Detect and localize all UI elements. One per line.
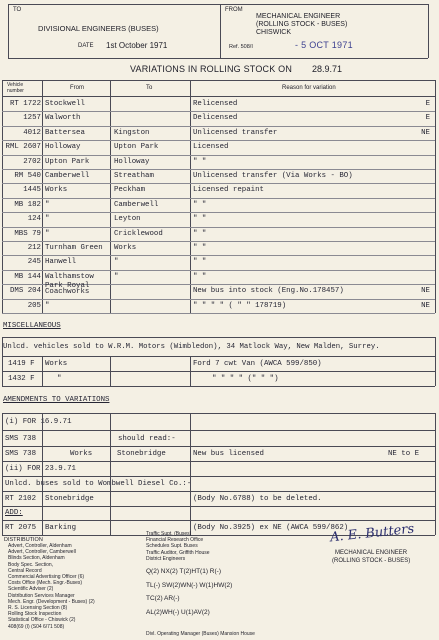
row-from: Park Royal Coachworks [45, 282, 90, 297]
row-vehicle-number: RM 540 [14, 172, 41, 180]
table-top-rule [2, 80, 435, 81]
distribution-item: 408(69 (I) (S04 6/71 508) [8, 623, 65, 630]
row-reason: " " [193, 244, 207, 252]
row-to: Streatham [114, 172, 154, 180]
amend-for-1: (i) FOR 16.9.71 [5, 418, 72, 426]
distribution-item: R. S. Licensing Section (8) [8, 605, 68, 612]
row-from: Battersea [45, 128, 85, 137]
col-header-to: To [146, 85, 153, 91]
misc-left-rule [2, 337, 3, 386]
distribution-item: Advert, Controller, Camberwell [8, 549, 76, 556]
amend-stonebridge-2: Stonebridge [45, 495, 94, 503]
header-right-rule [428, 4, 429, 58]
amend-rule-4 [2, 461, 435, 462]
amend-body-3925: (Body No.3925) ex NE (AWCA 599/862) [193, 524, 349, 532]
row-reason: Licensed [193, 143, 229, 152]
distribution-item: Advert, Controller, Aldenham [8, 543, 72, 549]
col-rule-to [110, 80, 111, 313]
row-code: NE [421, 128, 430, 137]
row-from: " [45, 229, 50, 238]
distribution-item: Blinds Section, Aldenham [8, 555, 65, 562]
misc-line-1: Unlcd. vehicles sold to W.R.M. Motors (Wimbledon), 34 Matlock Way, New Malden, Surrey. [3, 343, 380, 351]
amend-new-bus: New bus licensed [193, 450, 264, 458]
distribution-codes [146, 565, 232, 619]
row-vehicle-number: MBS 79 [14, 229, 41, 238]
col-header-reason: Reason for variation [282, 85, 336, 91]
misc-rule-1 [2, 337, 435, 338]
header-top-rule [8, 4, 428, 5]
amend-heading: AMENDMENTS TO VARIATIONS [3, 396, 110, 404]
misc-item-1-from: Works [45, 360, 68, 368]
distribution-item: Traffic Auditor, Griffith House [146, 549, 210, 556]
misc-rule-2 [2, 356, 435, 357]
row-vehicle-number: 245 [27, 258, 41, 267]
row-vehicle-number: RT 1722 [9, 100, 41, 108]
header-divider [220, 4, 221, 58]
row-vehicle-number: 4012 [23, 128, 41, 137]
amend-sms-738-a: SMS 738 [5, 435, 37, 443]
misc-item-1-vehicle: 1419 F [8, 360, 35, 368]
row-from: " [45, 215, 50, 224]
row-reason: " " " " ( " " 178719) [193, 301, 287, 310]
distribution-item: Traffic Supt. (Buses) [146, 531, 192, 537]
row-reason: " " [193, 229, 207, 238]
row-code: E [425, 100, 430, 108]
row-vehicle-number: 2702 [23, 157, 41, 166]
distribution-item: District Engineers [146, 555, 186, 562]
row-to: Camberwell [114, 200, 159, 209]
misc-col-rule-3 [190, 356, 191, 386]
from-label: FROM [225, 7, 243, 13]
row-to: Works [114, 244, 137, 252]
distribution-item: Commercial Advertising Officer (6) [8, 574, 85, 581]
distribution-item: Schedules Supt. Buses [146, 543, 198, 550]
table-row-rule [2, 140, 435, 141]
amend-col-rule-3 [190, 413, 191, 535]
col-rule-reason [190, 80, 191, 313]
row-vehicle-number: RML 2607 [5, 143, 41, 152]
row-reason: Licensed repaint [193, 186, 264, 195]
title-date: 28.9.71 [312, 64, 343, 74]
row-to: Holloway [114, 157, 150, 166]
amend-left-rule [2, 413, 3, 535]
from-line-2: (ROLLING STOCK - BUSES) [256, 21, 348, 28]
row-to: Peckham [114, 186, 146, 195]
distribution-item: Distribution Services Manager [8, 592, 75, 599]
header-bottom-rule [8, 58, 428, 59]
distribution-code-line: AL(2)WH(-) U(1)AV(2) [146, 608, 210, 616]
table-row-rule [2, 241, 435, 242]
row-from: Stockwell [45, 100, 85, 108]
date-stamp: - 5 OCT 1971 [295, 40, 353, 50]
row-vehicle-number: MB 182 [14, 200, 41, 209]
row-vehicle-number: 124 [27, 215, 41, 224]
misc-rule-4 [2, 386, 435, 387]
ref-label: Ref. 508/I [229, 44, 253, 50]
amend-rule-7 [2, 506, 435, 507]
misc-col-rule-1 [42, 356, 43, 386]
amend-rule-3 [2, 446, 435, 447]
misc-heading: MISCELLANEOUS [3, 322, 61, 330]
table-row-rule [2, 111, 435, 112]
row-from: Upton Park [45, 157, 90, 166]
to-value: DIVISIONAL ENGINEERS (BUSES) [38, 24, 159, 33]
signature-line-1: MECHANICAL ENGINEER [335, 550, 408, 556]
row-vehicle-number: 1445 [23, 186, 41, 195]
row-to: Upton Park [114, 143, 159, 152]
table-row-rule [2, 212, 435, 213]
distribution-code-line: Q(2) NX(2) T(2)HT(1) R(-) [146, 568, 221, 575]
table-row-rule [2, 313, 435, 314]
row-to: " [114, 258, 119, 267]
misc-item-2-vehicle: 1432 F [8, 375, 35, 383]
misc-item-2-reason: " " " " (" " ") [212, 375, 279, 383]
amend-col-rule-1 [42, 413, 43, 535]
distribution-item: Mech. Engr. (Development - Buses) (2) [8, 598, 95, 605]
row-vehicle-number: 1257 [23, 114, 41, 123]
row-reason: " " [193, 258, 207, 267]
table-row-rule [2, 183, 435, 184]
row-reason: New bus into stock (Eng.No.178457) [193, 287, 344, 296]
distribution-item: Financial Research Office [146, 537, 204, 544]
row-reason: " " [193, 272, 207, 281]
misc-item-1-reason: Ford 7 cwt Van (AWCA 599/850) [193, 360, 322, 368]
distribution-item: Statistical Office - Chiswick (2) [8, 617, 76, 624]
row-vehicle-number: 205 [27, 301, 41, 310]
misc-right-rule [435, 337, 436, 386]
amend-works: Works [70, 450, 93, 458]
table-row-rule [2, 169, 435, 170]
row-from: Walthamstow [45, 272, 94, 281]
row-vehicle-number: 212 [27, 244, 41, 252]
amend-col-rule-2 [110, 413, 111, 535]
table-row-rule [2, 227, 435, 228]
row-from: Walworth [45, 114, 81, 123]
date-value: 1st October 1971 [106, 41, 168, 50]
row-from: Holloway [45, 143, 81, 152]
amend-rule-8 [2, 520, 435, 521]
amend-should-read: should read:- [118, 435, 176, 443]
row-to: " [114, 272, 119, 281]
row-to: Leyton [114, 215, 141, 224]
table-row-rule [2, 155, 435, 156]
table-row-rule [2, 255, 435, 256]
amend-barking: Barking [45, 524, 77, 532]
row-vehicle-number: DMS 204 [9, 287, 41, 296]
distribution-item: Body Spec. Section, [8, 561, 54, 568]
amend-ne-to-e: NE to E [388, 450, 420, 458]
distribution-item: Central Record [8, 567, 42, 574]
header-left-rule [8, 4, 9, 58]
row-from: Hanwell [45, 258, 77, 267]
amend-add: ADD: [5, 509, 23, 517]
misc-col-rule-2 [110, 356, 111, 386]
row-reason: Delicensed [193, 114, 238, 123]
row-from: Turnham Green [45, 244, 103, 252]
row-reason: Unlicensed transfer (Via Works - BO) [193, 172, 353, 180]
col-rule-from [42, 80, 43, 313]
amend-rule-6 [2, 491, 435, 492]
row-to: Kingston [114, 128, 150, 137]
row-code: NE [421, 287, 430, 296]
page-title: VARIATIONS IN ROLLING STOCK ON [130, 64, 293, 74]
from-line-1: MECHANICAL ENGINEER [256, 13, 341, 20]
amend-unlcd-sold: Unlcd. buses sold to Wombwell Diesel Co.:- [5, 480, 192, 488]
handwritten-signature: A. E. Butters [329, 521, 415, 546]
distribution-item: Rolling Stock Inspection [8, 611, 62, 618]
misc-rule-3 [2, 371, 435, 372]
table-row-rule [2, 126, 435, 127]
amend-body-deleted: (Body No.6788) to be deleted. [193, 495, 322, 503]
distribution-footer-line: Divl. Operating Manager (Buses) Mansion House [146, 631, 255, 637]
misc-item-2-from: " [57, 375, 62, 383]
distribution-item: Scientific Adviser (2) [8, 586, 54, 593]
signature-line-2: (ROLLING STOCK - BUSES) [332, 558, 411, 564]
amend-stonebridge: Stonebridge [117, 450, 166, 458]
row-from: Camberwell [45, 172, 90, 180]
table-row-rule [2, 270, 435, 271]
table-row-rule [2, 299, 435, 300]
row-code: E [425, 114, 430, 123]
date-label: DATE [78, 43, 94, 49]
amend-rt-2102: RT 2102 [5, 495, 37, 503]
row-from: Works [45, 186, 68, 195]
table-row-rule [2, 198, 435, 199]
row-reason: Unlicensed transfer [193, 128, 278, 137]
amend-rt-2075: RT 2075 [5, 524, 37, 532]
row-from: " [45, 200, 50, 209]
table-right-rule [435, 80, 436, 313]
col-header-vehicle: Vehicle number [7, 82, 24, 94]
amend-rule-2 [2, 430, 435, 431]
row-to: Cricklewood [114, 229, 163, 238]
amend-right-rule [435, 413, 436, 535]
row-reason: " " [193, 215, 207, 224]
row-vehicle-number: MB 144 [14, 272, 41, 281]
to-label: TO [13, 7, 22, 13]
distribution-left-list [8, 543, 95, 630]
from-line-3: CHISWICK [256, 29, 291, 36]
row-reason: " " [193, 157, 207, 166]
amend-rule-5 [2, 476, 435, 477]
amend-rule-1 [2, 413, 435, 414]
distribution-code-line: TC(2) AR(-) [146, 595, 180, 602]
amend-for-2: (ii) FOR 23.9.71 [5, 465, 76, 473]
row-reason: " " [193, 200, 207, 209]
col-header-from: From [70, 85, 84, 91]
table-header-rule [2, 96, 435, 97]
row-reason: Relicensed [193, 100, 238, 108]
distribution-item: Costs Office (Mech. Engr.-Buses) [8, 580, 83, 587]
distribution-middle-list [146, 531, 210, 562]
amend-sms-738-b: SMS 738 [5, 450, 37, 458]
row-code: NE [421, 301, 430, 310]
row-from: " [45, 301, 50, 310]
distribution-heading: DISTRIBUTION [4, 537, 43, 543]
distribution-code-line: TL(-) SW(2)WN(-) W(1)HW(2) [146, 581, 233, 589]
